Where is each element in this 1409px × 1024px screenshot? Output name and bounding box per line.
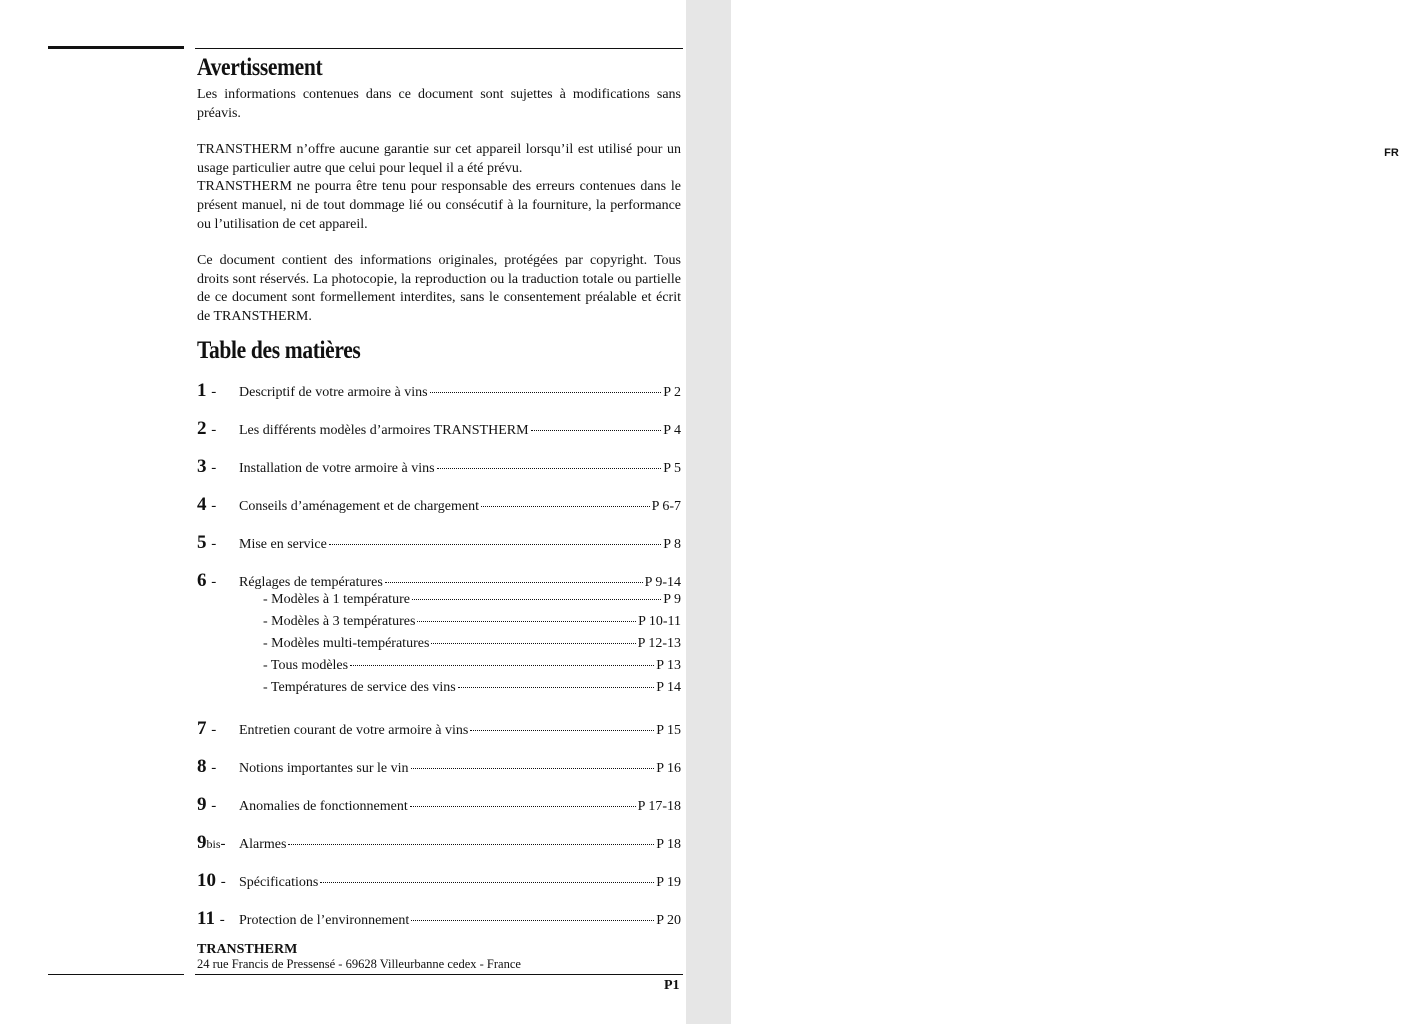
toc-item-label: Spécifications [239,875,319,890]
bottom-left-rule [48,974,184,975]
toc-item-number: 6 - [197,570,217,591]
dot-leader [329,544,661,545]
toc-item-label: Anomalies de fonctionnement [239,799,408,814]
dot-leader [412,599,661,600]
toc-subitem-page: P 9 [663,592,681,607]
toc-item-6[interactable] [197,570,681,592]
dot-leader [481,506,650,507]
warning-paragraph-2b: TRANSTHERM ne pourra être tenu pour responsable des erreurs contenues dans le présent manuel, ni de tout dommage lié ou consécutif à la fourniture, la performance ou l’utilisation de cet appareil. [197,179,681,232]
dot-leader [410,806,636,807]
dot-leader [411,768,655,769]
toc-subitem-page: P 10-11 [638,614,681,629]
page-number: P1 [664,978,680,993]
dot-leader [288,844,654,845]
toc-subitem-1[interactable] [197,592,681,614]
toc-item-page: P 19 [656,875,681,890]
dot-leader [411,920,654,921]
dot-leader [350,665,654,666]
toc-subitem-2[interactable] [197,614,681,636]
dot-leader [531,430,662,431]
toc-item-9bis[interactable] [197,832,681,854]
top-right-rule [195,48,683,49]
toc-item-1[interactable] [197,380,681,402]
toc-item-label: Mise en service [239,537,327,552]
toc-item-5[interactable] [197,532,681,554]
toc-item-number: 9 - [197,794,217,815]
toc-item-page: P 6-7 [651,499,681,514]
dot-leader [458,687,654,688]
toc-item-number: 2 - [197,418,217,439]
toc-item-number: 1 - [197,380,217,401]
toc-item-page: P 18 [656,837,681,852]
toc-item-page: P 20 [656,913,681,928]
toc-subitem-page: P 13 [656,658,681,673]
toc-subitem-5[interactable] [197,680,681,702]
toc-subitem-label: - Températures de service des vins [263,680,456,695]
toc-item-label: Conseils d’aménagement et de chargement [239,499,479,514]
toc-item-label: Entretien courant de votre armoire à vins [239,723,469,738]
toc-item-number: 3 - [197,456,217,477]
toc-item-page: P 9-14 [644,575,681,590]
toc-item-10[interactable] [197,870,681,892]
toc-item-number: 7 - [197,718,217,739]
toc-subitem-page: P 12-13 [637,636,681,651]
toc-item-label: Protection de l’environnement [239,913,410,928]
toc-item-label: Alarmes [239,837,287,852]
warning-paragraph-2a: TRANSTHERM n’offre aucune garantie sur cet appareil lorsqu’il est utilisé pour un usage particulier autre que celui pour lequel il a été prévu. [197,142,681,176]
dot-leader [430,392,662,393]
warning-paragraph-1: Les informations contenues dans ce document sont sujettes à modifications sans préavis. [197,87,681,121]
toc-item-number: 8 - [197,756,217,777]
footer-company: TRANSTHERM [197,942,298,957]
dot-leader [320,882,654,883]
toc-item-page: P 15 [656,723,681,738]
dot-leader [437,468,662,469]
warning-paragraph-3: Ce document contient des informations originales, protégées par copyright. Tous droits sont réservés. La photocopie, la reproduction ou la traduction totale ou partielle de ce document sont formellement interdites, sans le consentement préalable et écrit de TRANSTHERM. [197,253,681,324]
toc-item-page: P 2 [663,385,681,400]
toc-item-page: P 16 [656,761,681,776]
toc-item-4[interactable] [197,494,681,516]
toc-item-number: 9bis- [197,832,226,853]
toc-item-page: P 4 [663,423,681,438]
toc-item-number: 10 - [197,870,226,891]
language-badge: FR [1374,142,1409,164]
toc-subitem-3[interactable] [197,636,681,658]
toc-item-label: Réglages de températures [239,575,383,590]
dot-leader [417,621,636,622]
toc-item-8[interactable] [197,756,681,778]
top-left-rule [48,46,184,49]
toc-subitem-label: - Modèles à 1 température [263,592,410,607]
dot-leader [470,730,654,731]
toc-item-label: Descriptif de votre armoire à vins [239,385,428,400]
toc-subitem-label: - Modèles multi-températures [263,636,430,651]
toc-item-11[interactable] [197,908,681,930]
toc-item-page: P 8 [663,537,681,552]
toc-title: Table des matières [197,336,361,364]
toc-item-label: Les différents modèles d’armoires TRANSTHERM [239,423,529,438]
warning-title: Avertissement [197,54,323,81]
bottom-right-rule [195,974,683,975]
toc-subitem-page: P 14 [656,680,681,695]
dot-leader [385,582,643,583]
warning-section [197,54,681,369]
toc-item-number: 11 - [197,908,225,929]
toc-item-number: 4 - [197,494,217,515]
side-tab [686,0,1399,1024]
toc-item-9[interactable] [197,794,681,816]
toc-subitem-label: - Tous modèles [263,658,349,673]
toc-subitem-4[interactable] [197,658,681,680]
toc-item-2[interactable] [197,418,681,440]
footer-address: 24 rue Francis de Pressensé - 69628 Villeurbanne cedex - France [197,957,521,971]
toc-item-3[interactable] [197,456,681,478]
toc-item-page: P 5 [663,461,681,476]
toc-subitem-label: - Modèles à 3 températures [263,614,416,629]
toc-item-7[interactable] [197,718,681,740]
toc-item-label: Installation de votre armoire à vins [239,461,435,476]
toc-item-page: P 17-18 [637,799,681,814]
toc-item-label: Notions importantes sur le vin [239,761,409,776]
toc-item-number: 5 - [197,532,217,553]
dot-leader [431,643,635,644]
